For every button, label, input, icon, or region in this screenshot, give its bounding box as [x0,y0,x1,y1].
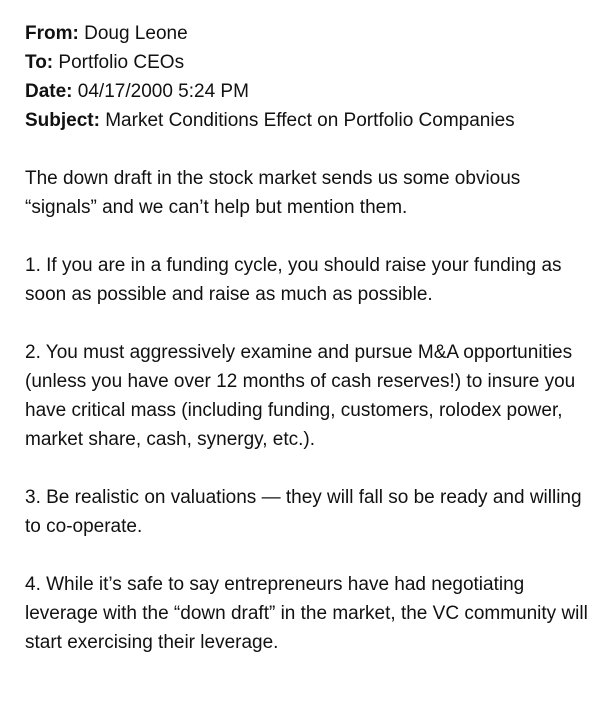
from-value: Doug Leone [84,23,188,44]
date-line [25,77,590,106]
point-3-paragraph: 3. Be realistic on valuations — they will fall so be ready and willing to co-operate. [25,487,582,537]
date-value: 04/17/2000 5:24 PM [77,81,249,102]
subject-value: Market Conditions Effect on Portfolio Companies [105,110,515,131]
date-label: Date: [25,81,73,102]
from-label: From: [25,23,79,44]
subject-label: Subject: [25,110,100,131]
subject-line [25,106,590,135]
to-line [25,48,590,77]
point-2-paragraph: 2. You must aggressively examine and pursue M&A opportunities (unless you have over 12 months of cash reserves!) to insure you have critical mass (including funding, customers, rolodex power, market share, cash, synergy, etc.). [25,342,576,450]
from-line [25,19,590,48]
email-body [25,164,590,657]
intro-paragraph: The down draft in the stock market sends us some obvious “signals” and we can’t help but mention them. [25,168,521,218]
to-label: To: [25,52,54,73]
email-headers [25,19,590,135]
point-4-paragraph: 4. While it’s safe to say entrepreneurs have had negotiating leverage with the “down draft” in the market, the VC community will start exercising their leverage. [25,574,588,653]
point-1-paragraph: 1. If you are in a funding cycle, you should raise your funding as soon as possible and raise as much as possible. [25,255,562,305]
to-value: Portfolio CEOs [58,52,185,73]
